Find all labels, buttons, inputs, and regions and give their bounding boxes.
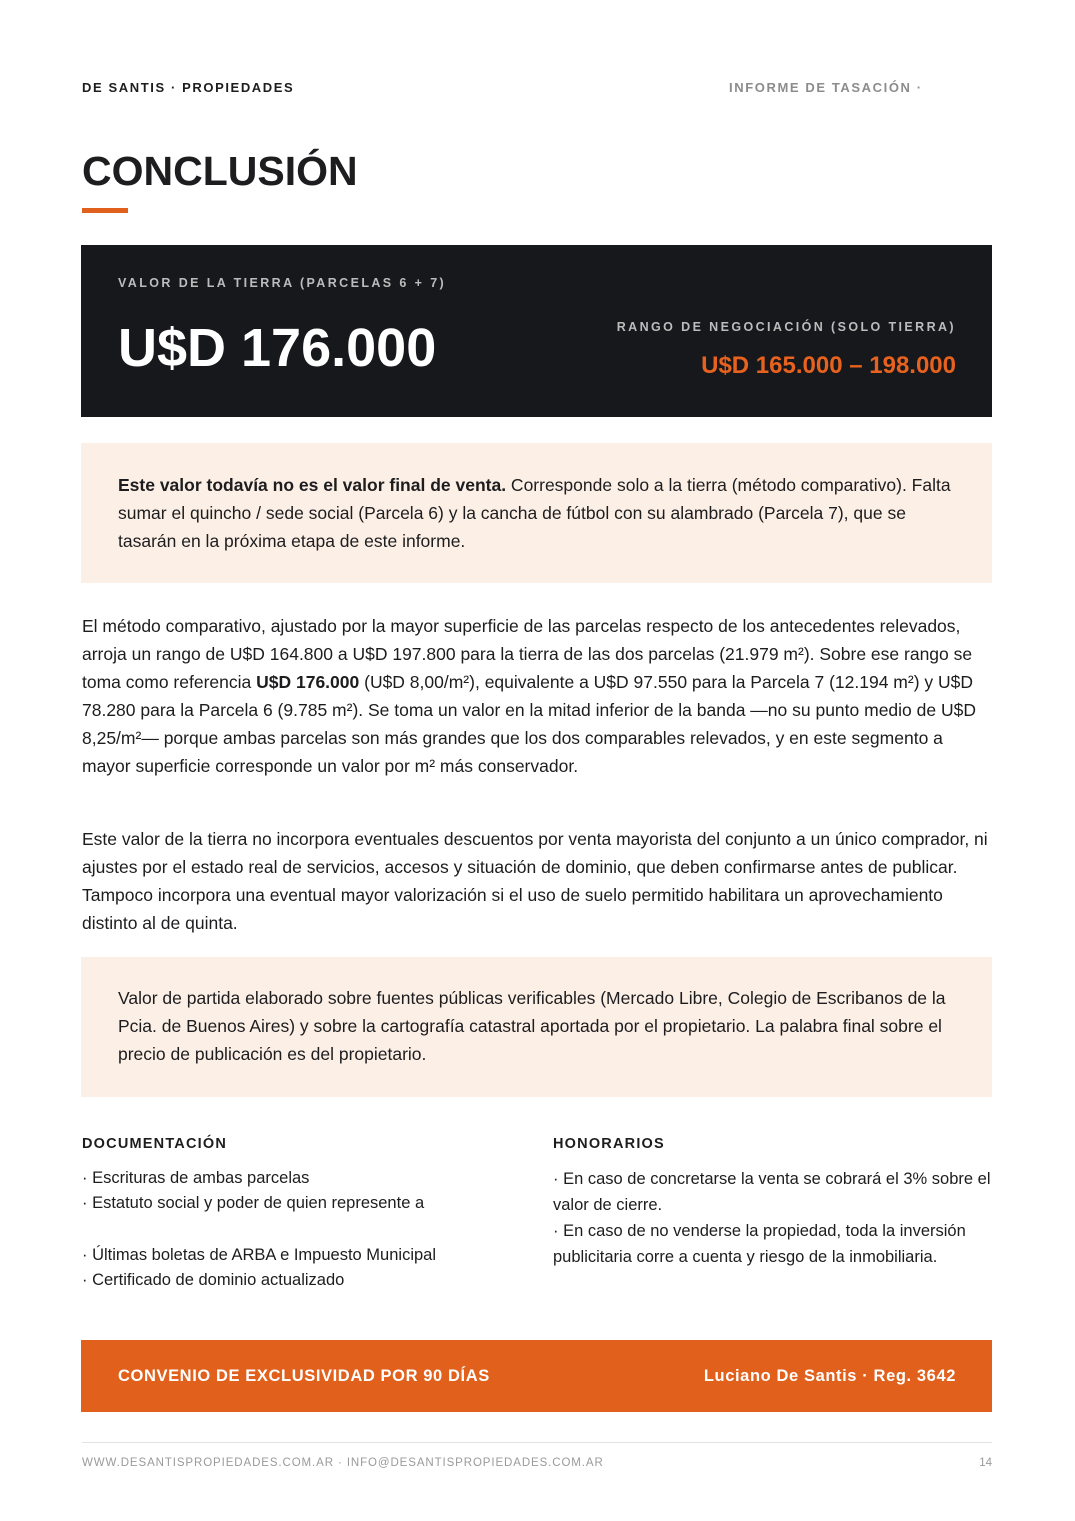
list-item: · Últimas boletas de ARBA e Impuesto Municipal — [82, 1246, 437, 1264]
fees-section — [553, 1136, 993, 1270]
report-header: INFORME DE TASACIÓN · — [729, 80, 923, 95]
method-paragraph-part2: (U$D 8,00/m²), equivalente a U$D 97.550 para la Parcela 7 (12.194 m²) y U$D 78.280 para la Parcela 6 (9.785 m²). Se toma un valor en la mitad inferior de la banda —no su punto medio de U$D 8,25/m²— porque ambas parcelas son más grandes que los dos comparables relevados, y en este segmento a mayor superficie corresponde un valor por m² más conservador. — [82, 672, 976, 776]
exclusivity-banner — [81, 1340, 992, 1412]
method-paragraph-reference: U$D 176.000 — [256, 672, 360, 692]
list-item: · Certificado de dominio actualizado — [82, 1271, 345, 1289]
method-paragraph-part1: El método comparativo, ajustado por la mayor superficie de las parcelas respecto de los antecedentes relevados, arroja un rango de U$D 164.800 a U$D 197.800 para la tierra de las dos parcelas (21.979 m²). Sobre ese rango se toma como referencia — [82, 616, 973, 692]
title-underline — [82, 208, 128, 213]
footer-divider — [82, 1442, 992, 1443]
final-value-note-bold: Este valor todavía no es el valor final de venta. — [118, 475, 507, 495]
page-title: CONCLUSIÓN — [82, 148, 358, 194]
sources-note-text: Valor de partida elaborado sobre fuentes públicas verificables (Mercado Libre, Colegio de Escribanos de la Pcia. de Buenos Aires) y sobre la cartografía catastral aportada por el propietario. La palabra final sobre el precio de publicación es del propietario. — [118, 988, 946, 1064]
footer-contact: WWW.DESANTISPROPIEDADES.COM.AR · INFO@DESANTISPROPIEDADES.COM.AR — [82, 1457, 604, 1469]
fees-list — [553, 1166, 993, 1270]
list-item: · En caso de no venderse la propiedad, toda la inversión publicitaria corre a cuenta y riesgo de la inmobiliaria. — [553, 1222, 966, 1266]
method-paragraph — [82, 612, 992, 780]
exclusivity-label: CONVENIO DE EXCLUSIVIDAD POR 90 DÍAS — [118, 1367, 490, 1385]
negotiation-range: U$D 165.000 – 198.000 — [701, 352, 956, 379]
list-item: · En caso de concretarse la venta se cobrará el 3% sobre el valor de cierre. — [553, 1170, 991, 1214]
final-value-note-text — [118, 471, 955, 555]
exclusions-paragraph: Este valor de la tierra no incorpora eventuales descuentos por venta mayorista del conjunto a un único comprador, ni ajustes por el estado real de servicios, accesos y situación de dominio, que deben confirmarse antes de publicar. Tampoco incorpora una eventual mayor valorización si el uso de suelo permitido habilitara un aprovechamiento distinto al de quinta. — [82, 829, 988, 933]
final-value-note-body: Corresponde solo a la tierra (método comparativo). Falta sumar el quincho / sede social (Parcela 6) y la cancha de fútbol con su alambrado (Parcela 7), que se tasarán en la próxima etapa de este informe. — [118, 475, 951, 551]
appraiser-signature: Luciano De Santis · Reg. 3642 — [703, 1367, 956, 1385]
documentation-list — [82, 1166, 522, 1293]
documentation-section — [82, 1136, 522, 1293]
sources-note — [81, 957, 992, 1097]
negotiation-range-label: RANGO DE NEGOCIACIÓN (SOLO TIERRA) — [616, 320, 956, 334]
land-value-box — [81, 245, 992, 417]
land-value: U$D 176.000 — [118, 318, 437, 378]
fees-heading: HONORARIOS — [553, 1136, 665, 1152]
documentation-heading: DOCUMENTACIÓN — [82, 1136, 228, 1152]
land-value-label: VALOR DE LA TIERRA (PARCELAS 6 + 7) — [118, 276, 447, 290]
list-item: · Escrituras de ambas parcelas — [82, 1169, 310, 1187]
final-value-note — [81, 443, 992, 583]
brand-header: DE SANTIS · PROPIEDADES — [82, 80, 295, 95]
list-item: · Estatuto social y poder de quien represente a — [82, 1194, 425, 1212]
page-number: 14 — [979, 1457, 992, 1469]
